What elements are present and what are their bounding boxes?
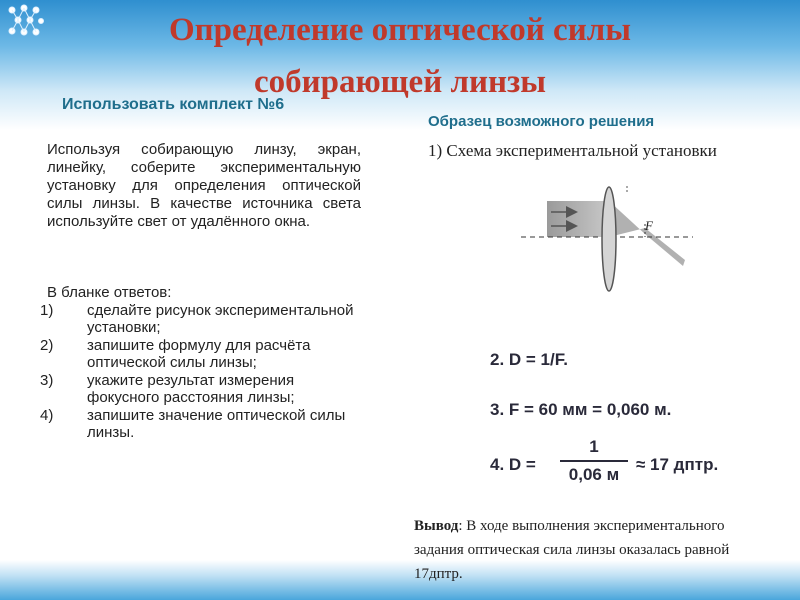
page-title <box>80 4 720 108</box>
list-item <box>40 407 370 441</box>
list-item-text: укажите результат измерения фокусного расстояния линзы; <box>87 372 295 406</box>
lens-setup-diagram <box>517 184 697 296</box>
focus-label: F <box>645 218 653 233</box>
kit-label: Использовать комплект №6 <box>62 96 285 113</box>
conclusion-label: Вывод <box>414 518 459 534</box>
formula-4-prefix: 4. D = <box>490 455 536 474</box>
sample-solution-title: Образец возможного решения <box>428 113 655 130</box>
formula-2: 2. D = 1/F. <box>490 350 568 369</box>
answers-intro: В бланке ответов: <box>47 284 172 301</box>
molecule-lattice-logo-icon <box>6 4 46 40</box>
light-beam-in <box>547 201 609 237</box>
fraction-numerator: 1 <box>560 437 628 462</box>
list-item <box>40 302 370 336</box>
formula-block <box>490 338 750 503</box>
formula-4-fraction <box>560 437 628 485</box>
scheme-label: 1) Схема экспериментальной установки <box>428 141 717 160</box>
converging-rays <box>609 201 685 266</box>
list-item-number: 3) <box>40 372 54 389</box>
list-item-number: 4) <box>40 407 54 424</box>
formula-3: 3. F = 60 мм = 0,060 м. <box>490 400 672 419</box>
task-text: Используя собирающую линзу, экран, линейку, соберите экспериментальную установку для определения оптической силы линзы. В качестве источника света используйте свет от удалённого окна. <box>47 141 361 230</box>
converging-lens <box>602 187 616 291</box>
conclusion-text: : В ходе выполнения экспериментального задания оптическая сила линзы оказалась равной 17дптр. <box>414 518 730 582</box>
list-item-text: запишите значение оптической силы линзы. <box>87 407 346 441</box>
list-item-number: 2) <box>40 337 54 354</box>
list-item-number: 1) <box>40 302 54 319</box>
list-item <box>40 337 370 371</box>
conclusion <box>414 514 774 586</box>
formula-4-result: ≈ 17 дптр. <box>636 455 719 474</box>
page-title-line-1: Определение оптической силы <box>169 12 631 48</box>
list-item-text: сделайте рисунок экспериментальной установки; <box>87 302 354 336</box>
fraction-denominator: 0,06 м <box>568 465 620 484</box>
answers-list <box>40 302 370 442</box>
list-item-text: запишите формулу для расчёта оптической силы линзы; <box>87 337 311 371</box>
page-title-line-2: собирающей линзы <box>253 64 547 100</box>
list-item <box>40 372 370 406</box>
